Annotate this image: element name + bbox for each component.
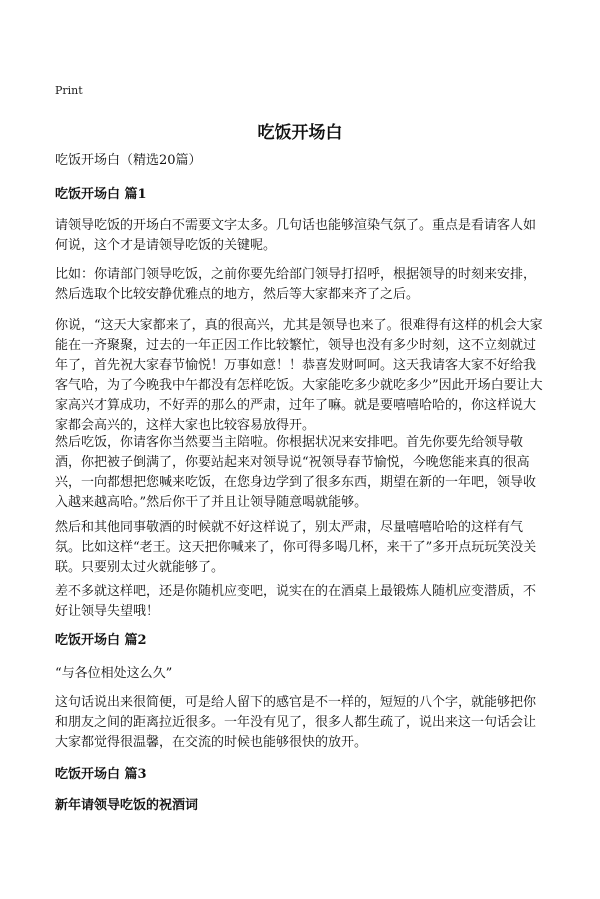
document-subtitle: 吃饭开场白（精选20篇） [55,153,202,168]
document-title: 吃饭开场白 [257,123,343,143]
paragraph: 然后和其他同事敬酒的时候就不好这样说了，别太严肃，尽量嘻嘻哈哈的这样有气氛。比如这样“老王。这天把你喊来了，你可得多喝几杯，来干了”多开点玩玩笑没关联。只要别太过火就能够了。 [55,520,537,575]
section-heading-2: 吃饭开场白 篇2 [55,633,147,648]
section-heading-1: 吃饭开场白 篇1 [55,187,147,202]
paragraph: 比如：你请部门领导吃饭，之前你要先给部门领导打招呼，根据领导的时刻来安排，然后选取个比较安静优雅点的地方，然后等大家都来齐了之后。 [55,267,537,302]
section-heading-3: 吃饭开场白 篇3 [55,767,147,782]
paragraph: 请领导吃饭的开场白不需要文字太多。几句话也能够渲染气氛了。重点是看请客人如何说，这个才是请领导吃饭的关键呢。 [55,218,537,253]
paragraph: 差不多就这样吧，还是你随机应变吧，说实在的在酒桌上最锻炼人随机应变潜质，不好让领导失望哦！ [55,584,537,619]
paragraph: “与各位相处这么久” [55,666,173,681]
paragraph: 这句话说出来很简便，可是给人留下的感官是不一样的，短短的八个字，就能够把你和朋友之间的距离拉近很多。一年没有见了，很多人都生疏了，说出来这一句话会让大家都觉得很温馨，在交流的时候也能够很快的放开。 [55,695,537,750]
print-label: Print [55,84,83,97]
sub-heading: 新年请领导吃饭的祝酒词 [55,798,199,813]
paragraph: 你说，“这天大家都来了，真的很高兴，尤其是领导也来了。很难得有这样的机会大家能在一齐聚聚，过去的一年正因工作比较繁忙，领导也没有多少时刻，这不立刻就过年了，首先祝大家春节愉悦！万事如意！！恭喜发财呵呵。这天我请客大家不好给我客气哈，为了今晚我中午都没有怎样吃饭。大家能吃多少就吃多少”因此开场白要让大家高兴才算成功，不好弄的那么的严肃，过年了嘛。就是要嘻嘻哈哈的，你这样说大家都会高兴的，这样大家也比较容易放得开。 [55,318,543,433]
paragraph: 然后吃饭，你请客你当然要当主陪啦。你根据状况来安排吧。首先你要先给领导敬酒，你把被子倒满了，你要站起来对领导说“祝领导春节愉悦，今晚您能来真的很高兴，一向都想把您喊来吃饭，在您身边学到了很多东西，期望在新的一年吧，领导收入越来越高哈。”然后你干了并且让领导随意喝就能够。 [55,435,537,510]
